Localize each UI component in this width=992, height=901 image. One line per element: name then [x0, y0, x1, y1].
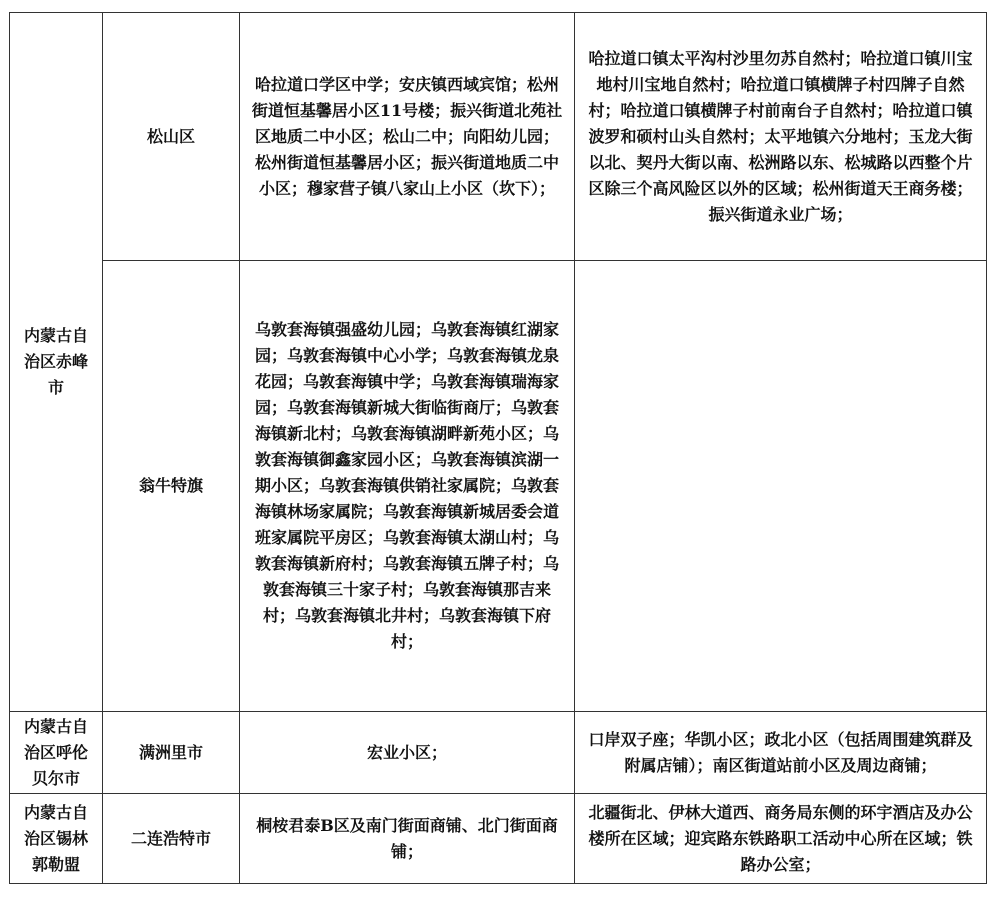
district-cell: 满洲里市 [103, 712, 240, 794]
district-cell: 翁牛特旗 [103, 261, 240, 712]
mid-risk-cell: 乌敦套海镇强盛幼儿园；乌敦套海镇红湖家园；乌敦套海镇中心小学；乌敦套海镇龙泉花园；乌敦套海镇中学；乌敦套海镇瑞海家园；乌敦套海镇新城大街临街商厅；乌敦套海镇新北村；乌敦套海镇湖畔新苑小区；乌敦套海镇御鑫家园小区；乌敦套海镇滨湖一期小区；乌敦套海镇供销社家属院；乌敦套海镇林场家属院；乌敦套海镇新城居委会道班家属院平房区；乌敦套海镇太湖山村；乌敦套海镇新府村；乌敦套海镇五牌子村；乌敦套海镇三十家子村；乌敦套海镇那吉来村；乌敦套海镇北井村；乌敦套海镇下府村； [240, 261, 575, 712]
table-row [10, 261, 987, 712]
mid-risk-cell: 桐桉君泰B区及南门街面商铺、北门街面商铺； [240, 794, 575, 884]
region-cell: 内蒙古自治区锡林郭勒盟 [10, 794, 103, 884]
table-row [10, 712, 987, 794]
high-risk-cell: 口岸双子座；华凯小区；政北小区（包括周围建筑群及附属店铺）；南区街道站前小区及周边商铺； [575, 712, 987, 794]
table-row [10, 794, 987, 884]
table-row [10, 13, 987, 261]
district-cell: 松山区 [103, 13, 240, 261]
high-risk-cell [575, 261, 987, 712]
mid-risk-cell: 哈拉道口学区中学；安庆镇西域宾馆；松州街道恒基馨居小区11号楼；振兴街道北苑社区地质二中小区；松山二中；向阳幼儿园；松州街道恒基馨居小区；振兴街道地质二中小区；穆家营子镇八家山上小区（坎下）； [240, 13, 575, 261]
risk-area-table [9, 12, 987, 884]
mid-risk-cell: 宏业小区； [240, 712, 575, 794]
high-risk-cell: 哈拉道口镇太平沟村沙里勿苏自然村；哈拉道口镇川宝地村川宝地自然村；哈拉道口镇横牌子村四牌子自然村；哈拉道口镇横牌子村前南台子自然村；哈拉道口镇波罗和硕村山头自然村；太平地镇六分地村；玉龙大街以北、契丹大街以南、松洲路以东、松城路以西整个片区除三个高风险区以外的区域；松州街道天王商务楼；振兴街道永业广场； [575, 13, 987, 261]
region-cell: 内蒙古自治区赤峰市 [10, 13, 103, 712]
district-cell: 二连浩特市 [103, 794, 240, 884]
region-cell: 内蒙古自治区呼伦贝尔市 [10, 712, 103, 794]
high-risk-cell: 北疆街北、伊林大道西、商务局东侧的环宇酒店及办公楼所在区域；迎宾路东铁路职工活动中心所在区域；铁路办公室； [575, 794, 987, 884]
